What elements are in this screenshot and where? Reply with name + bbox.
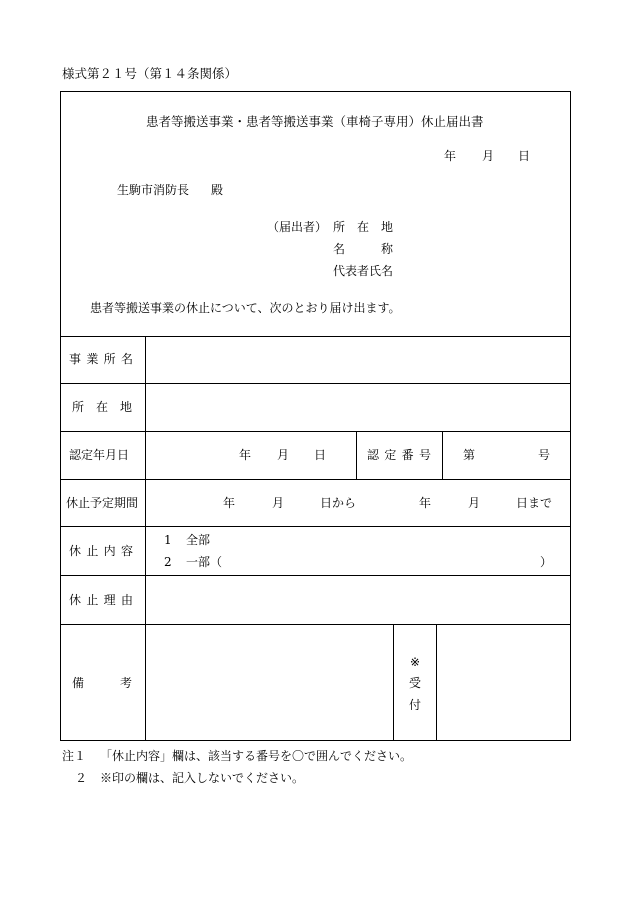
label-char: 容 [120,544,133,558]
note-1-text: 「休止内容」欄は、該当する番号を〇で囲んでください。 [100,749,413,763]
frame-top [60,91,571,92]
name-label: 名 称 [333,242,394,256]
spread-text [69,545,133,557]
note-1-label: 注１ [62,749,87,763]
form-title: 患者等搬送事業・患者等搬送事業（車椅子専用）休止届出書 [146,114,484,129]
label-char: 定 [384,448,397,462]
statement: 患者等搬送事業の休止について、次のとおり届け出ます。 [90,301,401,315]
row-label-suspension-reason [69,594,133,606]
cert-divider-1 [356,431,357,479]
frame-left [60,91,61,741]
header-date-month: 月 [482,149,495,163]
grid-line [60,383,571,384]
form-number: 様式第２１号（第１４条関係） [62,66,238,81]
content-option-1-number: 1 [164,533,172,547]
note-2-number: ２ [75,771,88,785]
row-label-suspension-content [69,545,133,557]
label-char: 理 [103,593,116,607]
row-label-remarks-1: 備 [72,676,85,690]
content-option-2-text: 一部（ [186,555,223,569]
spread-text [367,449,431,461]
row-label-cert-date: 認定年月日 [69,448,130,462]
label-char: 地 [119,400,132,414]
header-date-day: 日 [518,149,531,163]
content-option-2-number: 2 [164,555,172,569]
label-char: 由 [120,593,133,607]
grid-line [60,575,571,576]
label-char: 内 [103,544,116,558]
grid-line [60,336,571,337]
grid-line [60,479,571,480]
label-char: 止 [86,544,99,558]
label-char: 止 [86,593,99,607]
frame-bottom [60,740,571,741]
cert-date-day: 日 [314,448,327,462]
spread-text [69,594,133,606]
label-char: 所 [103,352,116,366]
label-char: 所 [72,400,85,414]
row-label-location [72,401,132,413]
row-label-office-name [69,353,133,365]
period-day-until: 日まで [516,496,553,510]
grid-line [60,624,571,625]
note-2-text: ※印の欄は、記入しないでください。 [100,771,305,785]
header-date-year: 年 [444,149,457,163]
cert-divider-2 [442,431,443,479]
label-column-divider [145,336,146,740]
cert-number-label [367,449,431,461]
label-char: 休 [69,593,82,607]
label-char: 名 [120,352,133,366]
cert-number-suffix: 号 [538,448,551,462]
period-year-1: 年 [223,496,236,510]
representative-label: 代表者氏名 [333,264,394,278]
label-char: 業 [86,352,99,366]
address-label: 所 在 地 [333,220,394,234]
row-label-remarks-2: 考 [120,676,133,690]
receipt-divider-2 [436,624,437,740]
label-char: 在 [95,400,108,414]
spread-text [72,401,132,413]
notifier-label: （届出者） [267,220,328,234]
label-char: 休 [69,544,82,558]
grid-line [60,431,571,432]
row-label-suspension-period: 休止予定期間 [66,496,139,510]
content-option-1-text: 全部 [186,533,211,547]
label-char: 認 [367,448,380,462]
period-month-2: 月 [468,496,481,510]
recipient: 生駒市消防長 [117,183,190,197]
grid-line [60,526,571,527]
cert-date-month: 月 [277,448,290,462]
period-month-1: 月 [272,496,285,510]
spread-text [69,353,133,365]
frame-right [570,91,571,741]
period-day-from: 日から [320,496,357,510]
receipt-char-1: 受 [408,676,421,690]
cert-number-prefix: 第 [463,448,476,462]
receipt-mark: ※ [409,655,421,669]
cert-date-year: 年 [239,448,252,462]
recipient-suffix: 殿 [211,183,224,197]
content-close-paren: ） [540,555,553,569]
label-char: 事 [69,352,82,366]
label-char: 号 [418,448,431,462]
receipt-char-2: 付 [408,698,421,712]
label-char: 番 [401,448,414,462]
period-year-2: 年 [419,496,432,510]
